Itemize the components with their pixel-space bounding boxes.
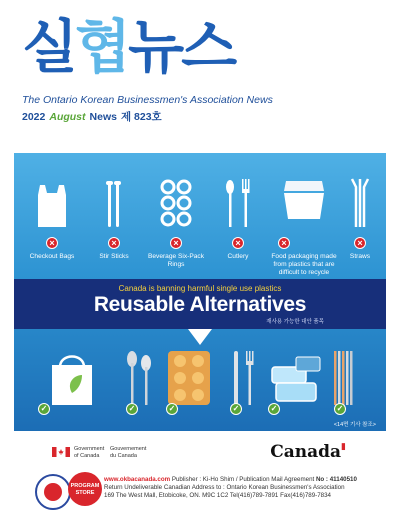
ok-check-icon: ✓ — [268, 403, 280, 415]
publisher-text: Publisher : Ki-Ho Shim / Publication Mail Agreement — [170, 476, 316, 483]
program-store-logo: PROGRAM STORE — [68, 472, 102, 506]
ban-x-icon: × — [170, 237, 182, 249]
gov-english: Government of Canada — [74, 446, 105, 459]
ok-check-icon: ✓ — [126, 403, 138, 415]
band-title: Reusable Alternatives — [93, 293, 307, 316]
masthead — [0, 0, 400, 140]
ok-check-icon: ✓ — [230, 403, 242, 415]
reusable-item — [164, 349, 214, 415]
ban-x-icon: × — [354, 237, 366, 249]
website-link[interactable]: www.okbacanada.com — [104, 476, 171, 483]
title-char-1: 실 — [22, 13, 76, 81]
reusable-straws-icon — [332, 349, 358, 407]
ok-check-icon: ✓ — [334, 403, 346, 415]
banned-item — [146, 177, 206, 277]
canada-wordmark-text: Canada — [270, 442, 342, 462]
publisher-line — [104, 476, 394, 484]
issue-month: August — [49, 111, 86, 123]
issue-year: 2022 — [22, 111, 46, 123]
banned-item — [208, 177, 268, 277]
down-arrow-icon — [188, 329, 212, 345]
banned-item-label: Straws — [349, 253, 371, 260]
reusable-rings-tray-icon — [164, 349, 214, 407]
banned-item — [330, 177, 386, 277]
canada-wordmark — [270, 442, 346, 462]
six-pack-rings-icon — [156, 177, 196, 229]
title-char-3: 뉴스 — [128, 13, 235, 81]
issue-number: 제 823호 — [120, 111, 162, 123]
straws-icon — [340, 177, 380, 229]
bag-icon — [32, 177, 72, 229]
canada-flag-icon — [52, 447, 70, 457]
issue-news: News — [89, 111, 117, 123]
newspaper-subtitle: The Ontario Korean Businessmen's Association News — [22, 94, 273, 106]
headline-band — [14, 279, 386, 329]
stir-sticks-icon — [94, 177, 134, 229]
metal-cutlery-icon — [122, 349, 158, 407]
metal-knife-fork-icon — [228, 349, 258, 407]
banned-item — [84, 177, 144, 277]
reusable-item — [332, 349, 358, 415]
return-address-line: Return Undeliverable Canadian Address to : Ontario Korean Businessmen's Association — [104, 484, 345, 492]
ban-x-icon: × — [278, 237, 290, 249]
cover-illustration — [14, 153, 386, 431]
reusable-item — [122, 349, 158, 415]
reusable-items-row — [14, 349, 386, 419]
issue-line — [22, 109, 162, 124]
ban-x-icon: × — [108, 237, 120, 249]
banned-item — [22, 177, 82, 277]
band-subtitle: Canada is banning harmful single use plastics — [118, 284, 282, 293]
banned-item-label: Beverage Six-Pack Rings — [147, 253, 205, 268]
wordmark-flag-icon: ▮ — [341, 442, 346, 452]
title-char-2: 협 — [75, 13, 129, 81]
banned-item-label: Cutlery — [227, 253, 249, 260]
street-address-line: 169 The West Mall, Etobicoke, ON. M9C 1C2 Tel(416)789-7891 Fax(416)789-7834 — [104, 492, 331, 500]
association-seal-logo — [35, 474, 71, 510]
ban-x-icon: × — [46, 237, 58, 249]
banned-item-label: Stir Sticks — [99, 253, 129, 260]
gov-french: Gouvernement du Canada — [110, 446, 147, 459]
government-of-canada-signature — [52, 442, 392, 465]
ok-check-icon: ✓ — [166, 403, 178, 415]
banned-items-row — [14, 153, 386, 276]
reusable-item — [40, 349, 100, 415]
seal-emblem-icon — [44, 483, 62, 501]
glass-container-icon — [268, 349, 324, 407]
reference-note: <14면 기사 참조> — [333, 422, 376, 428]
reusable-item — [268, 349, 324, 415]
food-container-icon — [278, 177, 330, 229]
publication-info — [104, 476, 394, 501]
ban-x-icon: × — [232, 237, 244, 249]
newspaper-title — [22, 14, 234, 80]
cutlery-icon — [218, 177, 258, 229]
reusable-bag-icon — [44, 349, 100, 407]
mail-agreement-number: No : 41140510 — [315, 476, 357, 483]
banned-item-label: Food packaging made from plastics that are difficult to recycle — [271, 253, 337, 276]
ok-check-icon: ✓ — [38, 403, 50, 415]
band-korean-caption: 재사용 가능한 대안 품목 — [266, 319, 324, 325]
reusable-item — [228, 349, 258, 415]
banned-item-label: Checkout Bags — [29, 253, 75, 260]
